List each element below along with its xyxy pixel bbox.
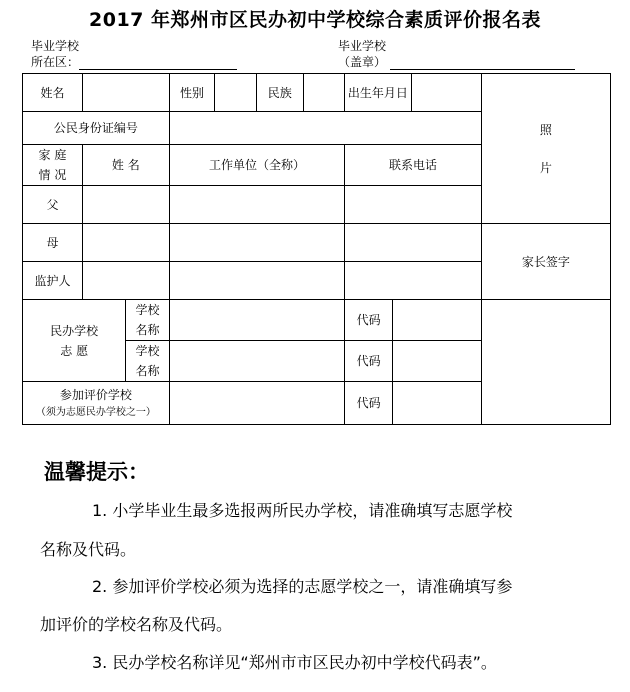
father-label: 父 bbox=[23, 186, 83, 224]
photo-label-2: 片 bbox=[539, 160, 552, 175]
tip-2-line-1: 2. 参加评价学校必须为选择的志愿学校之一，请准确填写参 bbox=[92, 577, 513, 596]
choice-label-line2: 志 愿 bbox=[60, 343, 89, 358]
mother-label: 母 bbox=[23, 224, 83, 262]
school-name-input-1[interactable] bbox=[169, 300, 345, 341]
code-input-1[interactable] bbox=[392, 300, 481, 341]
tip-1-line-1: 1. 小学毕业生最多选报两所民办学校，请准确填写志愿学校 bbox=[92, 501, 513, 520]
ethnicity-label: 民族 bbox=[256, 74, 304, 112]
gender-input[interactable] bbox=[215, 74, 256, 112]
graduation-school-label-right: 毕业学校 bbox=[338, 39, 387, 53]
code-label-2: 代码 bbox=[345, 341, 393, 382]
private-school-choice-label bbox=[23, 300, 126, 382]
family-label-line2: 情 况 bbox=[38, 168, 67, 182]
work-unit-header: 工作单位（全称） bbox=[169, 145, 345, 186]
photo-box bbox=[481, 74, 610, 224]
form-title: 2017 年郑州市区民办初中学校综合素质评价报名表 bbox=[89, 9, 541, 31]
evaluation-school-label bbox=[23, 382, 170, 425]
parent-signature-cell[interactable]: 家长签字 bbox=[481, 224, 610, 300]
school-label-1-line1: 学校 bbox=[135, 303, 160, 317]
seal-field bbox=[338, 54, 575, 70]
father-name-input[interactable] bbox=[82, 186, 169, 224]
school-label-2-line1: 学校 bbox=[135, 344, 160, 358]
id-number-label: 公民身份证编号 bbox=[23, 112, 170, 145]
registration-form-table bbox=[22, 73, 611, 425]
photo-label-1: 照 bbox=[539, 122, 552, 137]
guardian-phone-input[interactable] bbox=[345, 262, 481, 300]
phone-header: 联系电话 bbox=[345, 145, 481, 186]
district-label: 所在区： bbox=[31, 55, 80, 69]
family-label-line1: 家 庭 bbox=[38, 148, 67, 162]
id-number-input[interactable] bbox=[169, 112, 481, 145]
graduation-school-label-left: 毕业学校 bbox=[31, 39, 80, 53]
code-label-1: 代码 bbox=[345, 300, 393, 341]
father-phone-input[interactable] bbox=[345, 186, 481, 224]
school-label-1-line2: 名称 bbox=[135, 323, 160, 337]
mother-phone-input[interactable] bbox=[345, 224, 481, 262]
school-name-label-2 bbox=[126, 341, 169, 382]
ethnicity-input[interactable] bbox=[304, 74, 345, 112]
school-label-2-line2: 名称 bbox=[135, 364, 160, 378]
code-input-2[interactable] bbox=[392, 341, 481, 382]
guardian-name-input[interactable] bbox=[82, 262, 169, 300]
guardian-label: 监护人 bbox=[23, 262, 83, 300]
father-work-input[interactable] bbox=[169, 186, 345, 224]
gender-label: 性别 bbox=[169, 74, 214, 112]
family-situation-label bbox=[23, 145, 83, 186]
eval-label-line1: 参加评价学校 bbox=[59, 388, 132, 402]
birth-date-input[interactable] bbox=[411, 74, 481, 112]
mother-work-input[interactable] bbox=[169, 224, 345, 262]
seal-label: （盖章） bbox=[338, 55, 387, 69]
school-name-label-1 bbox=[126, 300, 169, 341]
seal-input-line[interactable] bbox=[390, 56, 575, 70]
code-input-3[interactable] bbox=[392, 382, 481, 425]
tip-3-line-1: 3. 民办学校名称详见“郑州市市区民办初中学校代码表”。 bbox=[92, 653, 497, 672]
birth-date-label: 出生年月日 bbox=[345, 74, 411, 112]
mother-name-input[interactable] bbox=[82, 224, 169, 262]
name-input[interactable] bbox=[82, 74, 169, 112]
code-label-3: 代码 bbox=[345, 382, 393, 425]
school-name-input-2[interactable] bbox=[169, 341, 345, 382]
member-name-header: 姓 名 bbox=[82, 145, 169, 186]
tips-heading: 温馨提示： bbox=[44, 460, 149, 484]
evaluation-school-input[interactable] bbox=[169, 382, 345, 425]
eval-label-note: （须为志愿民办学校之一） bbox=[35, 407, 156, 418]
district-input-line[interactable] bbox=[79, 56, 237, 70]
guardian-work-input[interactable] bbox=[169, 262, 345, 300]
name-label: 姓名 bbox=[23, 74, 83, 112]
district-field bbox=[31, 54, 237, 70]
choice-label-line1: 民办学校 bbox=[50, 323, 99, 338]
tip-2-line-2: 加评价的学校名称及代码。 bbox=[40, 615, 233, 634]
blank-cell bbox=[481, 300, 610, 425]
tip-1-line-2: 名称及代码。 bbox=[40, 540, 137, 559]
